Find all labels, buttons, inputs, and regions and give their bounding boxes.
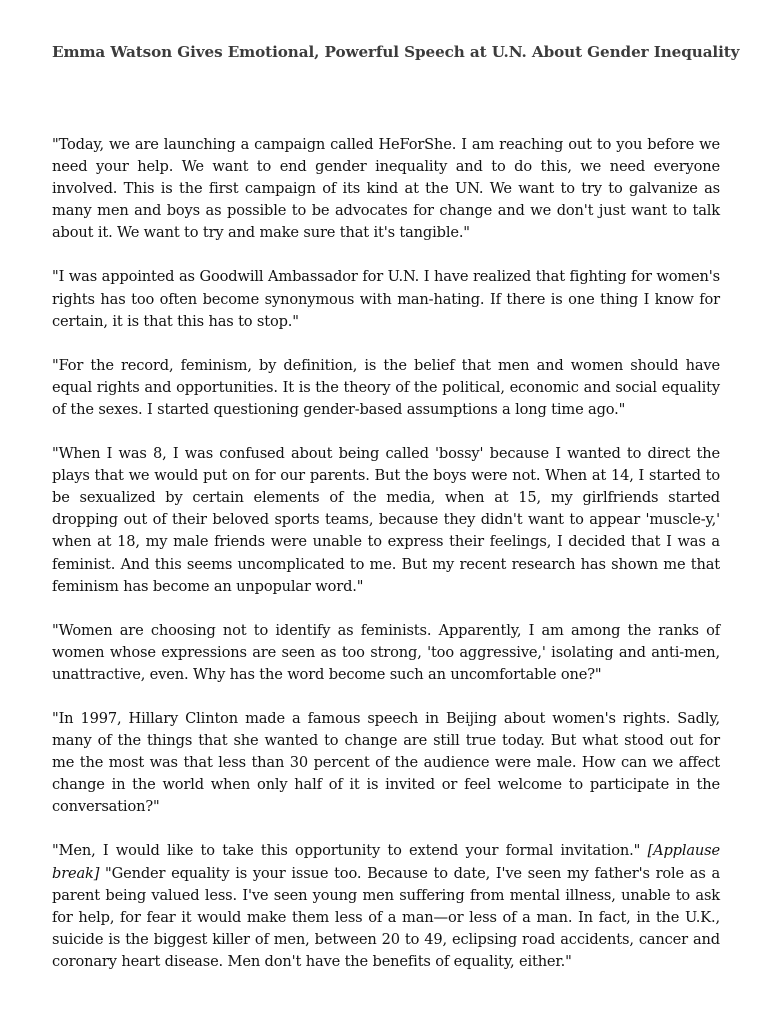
document-body xyxy=(52,134,720,995)
paragraph: "In 1997, Hillary Clinton made a famous speech in Beijing about women's rights. Sadly, many of the things that she wanted to change are still true today. But what stood out for me the most was that less than 30 percent of the audience were male. How can we affect change in the world when only half of it is invited or feel welcome to participate in the conversation?" xyxy=(52,709,720,816)
paragraph-text-before: "Men, I would like to take this opportunity to extend your formal invitation." xyxy=(52,842,648,860)
paragraph: "When I was 8, I was confused about being called 'bossy' because I wanted to direct the plays that we would put on for our parents. But the boys were not. When at 14, I started to be sexualized by certain elements of the media, when at 15, my girlfriends started dropping out of their beloved sports teams, because they didn't want to appear 'muscle-y,' when at 18, my male friends were unable to express their feelings, I decided that I was a feminist. And this seems uncomplicated to me. But my recent research has shown me that feminism has become an unpopular word." xyxy=(52,445,720,595)
paragraph: "For the record, feminism, by definition, is the belief that men and women should have equal rights and opportunities. It is the theory of the political, economic and social equality of the sexes. I started questioning gender-based assumptions a long time ago." xyxy=(52,356,720,418)
paragraph-last xyxy=(52,840,720,973)
paragraph: "Today, we are launching a campaign called HeForShe. I am reaching out to you before we need your help. We want to end gender inequality and to do this, we need everyone involved. This is the first campaign of its kind at the UN. We want to try to galvanize as many men and boys as possible to be advocates for change and we don't just want to talk about it. We want to try and make sure that it's tangible." xyxy=(52,136,720,242)
paragraph-text-after: "Gender equality is your issue too. Because to date, I've seen my father's role as a parent being valued less. I've seen young men suffering from mental illness, unable to ask for help, for fear it would make them less of a man—or less of a man. In fact, in the U.K., suicide is the biggest killer of men, between 20 to 49, eclipsing road accidents, cancer and coronary heart disease. Men don't have the benefits of equality, either." xyxy=(52,864,720,970)
applause-annotation: [Applause break] xyxy=(52,842,720,882)
paragraph: "I was appointed as Goodwill Ambassador for U.N. I have realized that fighting for women's rights has too often become synonymous with man-hating. If there is one thing I know for certain, it is that this has to stop." xyxy=(52,268,720,330)
document-title: Emma Watson Gives Emotional, Powerful Speech at U.N. About Gender Inequality xyxy=(52,43,740,61)
paragraph: "Women are choosing not to identify as feminists. Apparently, I am among the ranks of women whose expressions are seen as too strong, 'too aggressive,' isolating and anti-men, unattractive, even. Why has the word become such an uncomfortable one?" xyxy=(52,621,720,683)
